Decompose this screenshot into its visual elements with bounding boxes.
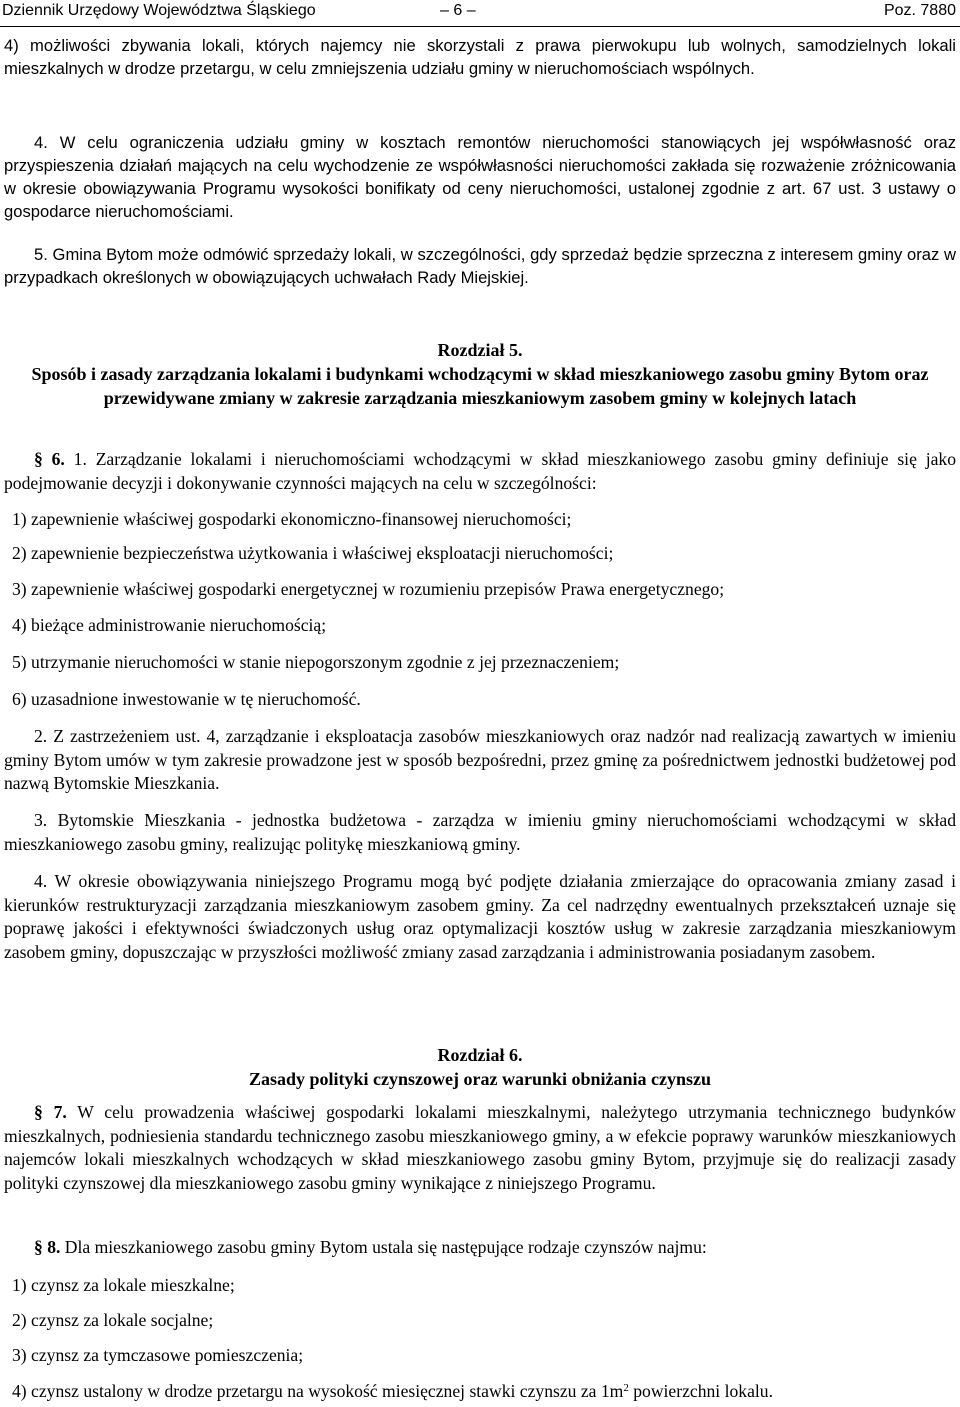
list-item: 6) uzasadnione inwestowanie w tę nieruchomość. [12,689,361,709]
section-6-paragraph-3: 3. Bytomskie Mieszkania - jednostka budżetowa - zarządza w imieniu gminy nieruchomościami wchodzącymi w skład mieszkaniowego zasobu gminy, realizując politykę mieszkaniową gminy. [4,810,956,854]
list-item: 3) zapewnienie właściwej gospodarki energetycznej w rozumieniu przepisów Prawa energetycznego; [12,579,725,599]
list-item-4 [12,1380,956,1404]
list-item-4-text: 4) czynsz ustalony w drodze przetargu na wysokość miesięcznej stawki czynszu za 1m [12,1381,624,1401]
section-7 [4,1101,956,1195]
list-item: 3) czynsz za tymczasowe pomieszczenia; [12,1345,304,1365]
section-7-label: § 7. [34,1102,67,1122]
section-8 [4,1236,956,1260]
section-6-paragraph-1 [4,448,956,495]
intro-item-4: 4) możliwości zbywania lokali, których najemcy nie skorzystali z prawa pierwokupu lub wolnych, samodzielnych lokali mieszkalnych w drodze przetargu, w celu zmniejszenia udziału gminy w nieruchomościach wspólnych. [4,36,956,78]
intro-paragraph-5: 5. Gmina Bytom może odmówić sprzedaży lokali, w szczególności, gdy sprzedaż będzie sprzeczna z interesem gminy oraz w przypadkach określonych w obowiązujących uchwałach Rady Miejskiej. [4,245,956,287]
chapter-6-title: Zasady polityki czynszowej oraz warunki obniżania czynszu [248,1069,712,1089]
section-6-label: § 6. [34,449,65,469]
list-item: 4) bieżące administrowanie nieruchomością; [12,615,327,635]
list-item: 1) zapewnienie właściwej gospodarki ekonomiczno-finansowej nieruchomości; [12,509,572,529]
page-header [0,0,960,27]
section-7-text: W celu prowadzenia właściwej gospodarki lokalami mieszkalnymi, należytego utrzymania technicznego budynków mieszkalnych, podniesienia standardu technicznego zasobu mieszkaniowego gminy, a w efekcie poprawy warunków mieszkaniowych najemców lokali mieszkalnych wchodzących w skład mieszkaniowego zasobu gminy Bytom, przyjmuje się do realizacji zasady polityki czynszowej dla mieszkaniowego zasobu gminy wynikające z niniejszego Programu. [4,1102,956,1193]
intro-paragraph-4: 4. W celu ograniczenia udziału gminy w kosztach remontów nieruchomości stanowiących jej współwłasność oraz przyspieszenia działań mających na celu wychodzenie ze współwłasności nieruchomości zakłada się rozważenie zróżnicowania w okresie obowiązywania Programu wysokości bonifikaty od ceny nieruchomości, ustalonej zgodnie z art. 67 ust. 3 ustawy o gospodarce nieruchomościami. [4,133,956,221]
section-6-text: 1. Zarządzanie lokalami i nieruchomościami wchodzącymi w skład mieszkaniowego zasobu gminy definiuje się jako podejmowanie decyzji i dokonywanie czynności mających na celu w szczególności: [4,449,956,493]
superscript-2: 2 [623,1382,629,1394]
section-8-text: Dla mieszkaniowego zasobu gminy Bytom ustala się następujące rodzaje czynszów najmu: [60,1237,707,1257]
list-item: 5) utrzymanie nieruchomości w stanie niepogorszonym zgodnie z jej przeznaczeniem; [12,652,620,672]
section-8-label: § 8. [34,1237,61,1257]
page-number: – 6 – [440,2,476,19]
section-6-paragraph-2: 2. Z zastrzeżeniem ust. 4, zarządzanie i eksploatacja zasobów mieszkaniowych oraz nadzór nad realizacją zawartych w imieniu gminy Bytom umów w tym zakresie prowadzone jest w sposób bezpośredni, przez gminę za pośrednictwem jednostki budżetowej pod nazwą Bytomskie Mieszkania. [4,726,956,793]
chapter-6-heading: Rozdział 6. [437,1045,523,1065]
chapter-5-title: Sposób i zasady zarządzania lokalami i budynkami wchodzącymi w skład mieszkaniowego zasobu gminy Bytom oraz przewidywane zmiany w zakresie zarządzania mieszkaniowym zasobem gminy w kolejnych latach [31,364,929,408]
section-6-paragraph-4: 4. W okresie obowiązywania niniejszego Programu mogą być podjęte działania zmierzające do opracowania zmiany zasad i kierunków restrukturyzacji zarządzania mieszkaniowym zasobem gminy. Za cel nadrzędny ewentualnych przekształceń uznaje się poprawę jakości i efektywności świadczonych usług oraz optymalizacji kosztów usług w zakresie zarządzania mieszkaniowym zasobem gminy, dopuszczając w przyszłości możliwość zmiany zasad zarządzania i administrowania posiadanym zasobem. [4,871,956,962]
list-item: 2) zapewnienie bezpieczeństwa użytkowania i właściwej eksploatacji nieruchomości; [12,543,614,563]
chapter-5-heading: Rozdział 5. [437,340,523,360]
list-item-4-tail: powierzchni lokalu. [628,1381,773,1401]
list-item: 2) czynsz za lokale socjalne; [12,1310,214,1330]
position-number: Poz. 7880 [883,2,956,19]
list-item: 1) czynsz za lokale mieszkalne; [12,1275,235,1295]
journal-title: Dziennik Urzędowy Województwa Śląskiego [2,2,316,19]
